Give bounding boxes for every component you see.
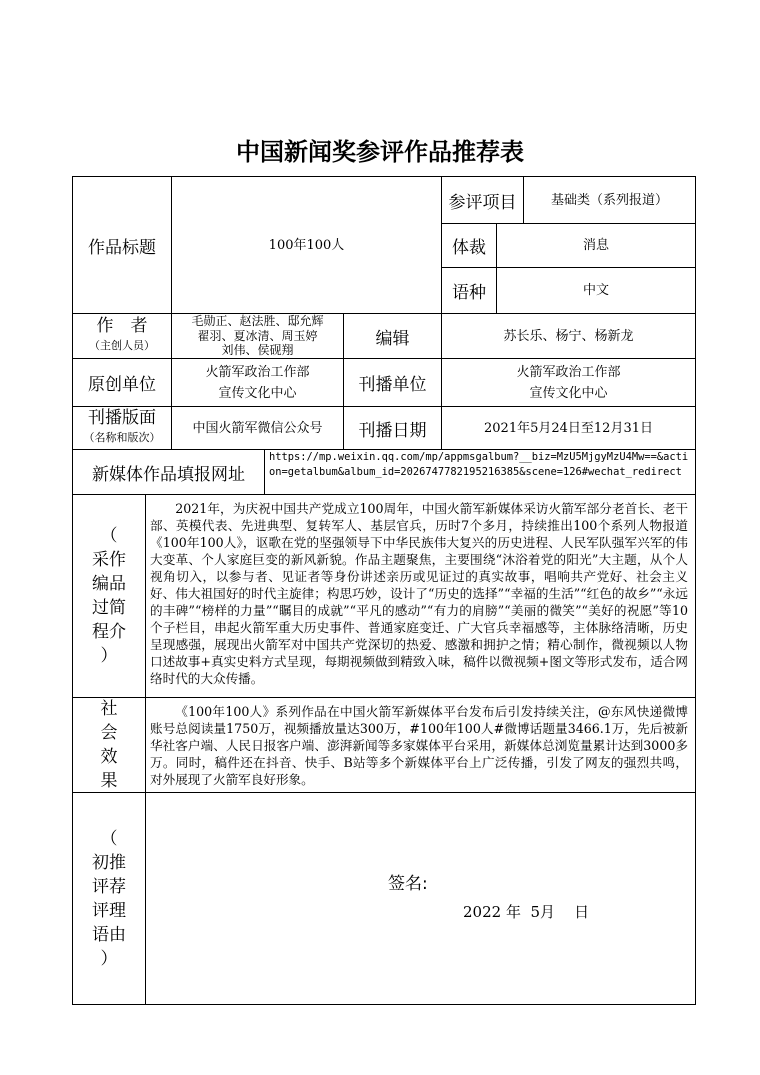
author-label-sub: （主创人员）: [89, 339, 155, 352]
publish-layout-label: 刊播版面: [88, 408, 156, 428]
divider: [264, 449, 265, 494]
table-border-right: [695, 176, 696, 1005]
editor-value: 苏长乐、杨宁、杨新龙: [503, 328, 634, 344]
publish-unit-line: 宣传文化中心: [529, 385, 608, 401]
process-label: （ 采作 编品 过简 程介 ）: [92, 526, 126, 666]
category-value: 基础类（系列报道）: [550, 192, 668, 208]
publish-unit-line: 火箭军政治工作部: [516, 364, 621, 380]
original-unit-line: 火箭军政治工作部: [205, 364, 310, 380]
language-value: 中文: [582, 283, 609, 298]
author-line: 刘伟、侯砚翔: [221, 343, 294, 358]
divider: [72, 494, 696, 495]
original-unit-value: [172, 359, 343, 406]
work-title-value: 100年100人: [268, 237, 345, 253]
table-border-bottom: [72, 1004, 696, 1005]
form-title: 中国新闻奖参评作品推荐表: [236, 138, 524, 166]
language-label: 语种: [452, 283, 486, 303]
genre-label: 体裁: [452, 238, 486, 258]
author-value-cell: [172, 314, 343, 358]
effect-text: 《100年100人》系列作品在中国火箭军新媒体平台发布后引发持续关注，@东风快递微博账号总阅读量1750万，视频播放量达300万，#100年100人#微博话题量3466.1万，先后被新华社客户端、人民日报客户端、澎湃新闻等多家媒体平台采用，新媒体总浏览量累计达到3000多万。同时，稿件还在抖音、快手、B站等多个新媒体平台上广泛传播，引发了网友的强烈共鸣，对外展现了火箭军良好形象。: [150, 704, 688, 787]
publish-layout-label-cell: [73, 407, 171, 449]
divider: [72, 697, 696, 698]
publish-date-value: 2021年5月24日至12月31日: [484, 420, 653, 436]
author-label-cell: [73, 314, 171, 358]
editor-label: 编辑: [375, 328, 410, 349]
publish-date-label: 刊播日期: [358, 420, 427, 441]
author-line: 毛勋正、赵法胜、邸允辉: [191, 314, 324, 329]
signature-label: 签名:: [388, 874, 428, 894]
new-media-url-link[interactable]: https://mp.weixin.qq.com/mp/appmsgalbum?__biz=MzU5MjgyMzU4Mw==&action=getalbum&album_id=2026747782195216385&scene=126#wechat_redirect: [269, 451, 689, 478]
process-text: 2021年，为庆祝中国共产党成立100周年，中国火箭军新媒体采访火箭军部分老首长、老干部、英模代表、先进典型、复转军人、基层官兵，历时7个多月，持续推出100个系列人物报道《100年100人》，讴歌在党的坚强领导下中华民族伟大复兴的历史进程、人民军队强军兴军的伟大变革、个人家庭巨变的新风新貌。作品主题聚焦，主要围绕“沐浴着党的阳光”大主题，从个人视角切入，以参与者、见证者等身份讲述亲历或见证过的真实故事，唱响共产党好、社会主义好、伟大祖国好的时代主旋律；构思巧妙，设计了“历史的选择”“幸福的生活”“红色的故乡”“永远的丰碑”“榜样的力量”“瞩目的成就”“平凡的感动”“有力的肩膀”“美丽的微笑”“美好的祝愿”等10个子栏目，串起火箭军重大历史事件、普通家庭变迁、广大官兵幸福感等，主体脉络清晰，历史呈现感强，展现出火箭军对中国共产党深切的热爱、感激和拥护之情；精心制作，微视频以人物口述故事+真实史料方式呈现，每期视频做到精致入味，稿件以微视频+图文等形式发布，适合网络时代的大众传播。: [150, 501, 688, 686]
effect-label: 社 会 效 果: [100, 699, 118, 791]
publish-unit-value: [442, 359, 695, 406]
divider: [72, 792, 696, 793]
genre-value: 消息: [582, 238, 609, 253]
author-label: 作 者: [96, 316, 148, 336]
category-label: 参评项目: [448, 192, 517, 213]
review-label: （ 初推 评荐 评理 语由 ）: [92, 828, 126, 969]
publish-layout-value: 中国火箭军微信公众号: [192, 420, 323, 436]
original-unit-line: 宣传文化中心: [218, 385, 297, 401]
divider: [145, 494, 146, 1005]
publish-unit-label: 刊播单位: [358, 375, 427, 395]
new-media-url-label: 新媒体作品填报网址: [92, 464, 245, 485]
work-title-label: 作品标题: [88, 237, 156, 258]
publish-layout-label-sub: （名称和版次）: [83, 431, 161, 444]
author-line: 翟羽、夏冰清、周玉婷: [197, 328, 318, 343]
original-unit-label: 原创单位: [88, 375, 156, 395]
sign-date: 2022 年 5月 日: [463, 903, 590, 921]
